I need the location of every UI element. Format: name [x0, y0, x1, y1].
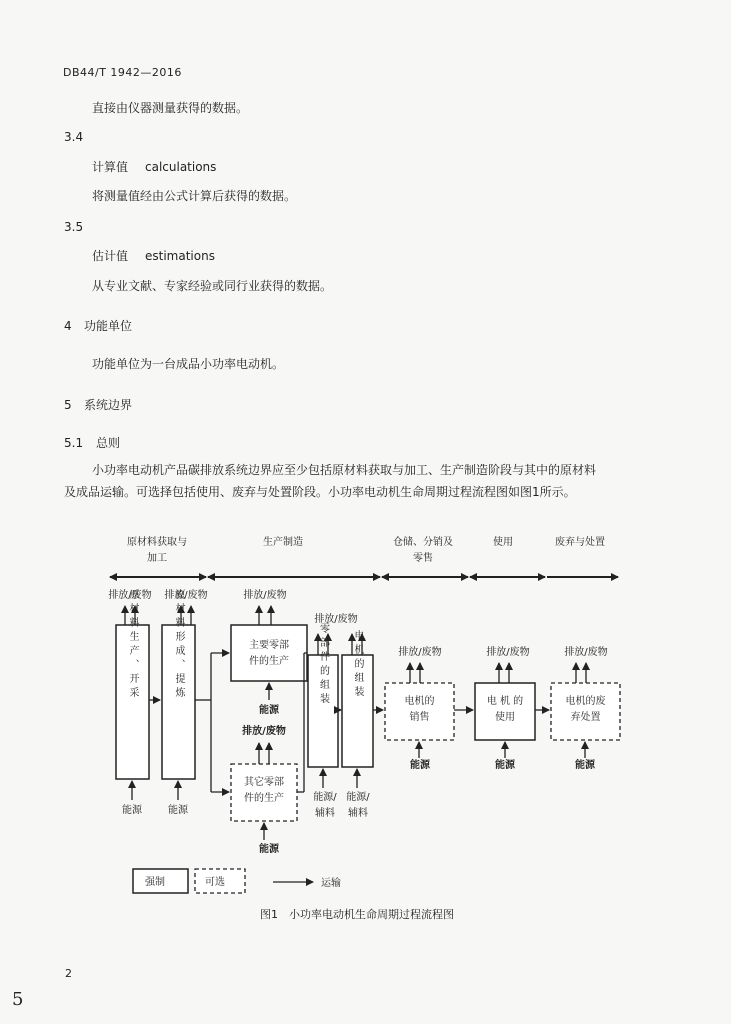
stage-storage-line2: 零售 — [413, 553, 433, 564]
box-disposal-line2: 弃处置 — [570, 712, 601, 723]
energy-aux-label-parts-line2: 辅料 — [315, 808, 335, 819]
box-use-line1: 电 机 的 — [486, 696, 524, 707]
box-sales-line2: 销售 — [409, 712, 430, 723]
energy-aux-label-parts-line1: 能源/ — [313, 792, 337, 803]
page-number: 2 — [65, 967, 72, 980]
corner-mark: 5 — [12, 989, 24, 1010]
box-disposal-line1: 电机的废 — [565, 696, 606, 707]
section-4-text: 功能单位为一台成品小功率电动机。 — [92, 357, 285, 371]
emission-label-use: 排放/废物 — [486, 647, 530, 658]
paragraph-direct: 直接由仪器测量获得的数据。 — [92, 101, 249, 115]
emission-label-forming: 排放/废物 — [164, 590, 208, 601]
definition-calculations: 将测量值经由公式计算后获得的数据。 — [92, 189, 297, 203]
box-main-parts — [231, 625, 307, 681]
emission-label-main-parts: 排放/废物 — [243, 590, 287, 601]
stage-storage-line1: 仓储、分销及 — [393, 537, 453, 548]
section-5-1-line-1: 小功率电动机产品碳排放系统边界应至少包括原材料获取与加工、生产制造阶段与其中的原材料 — [92, 463, 597, 477]
emission-label-other-parts: 排放/废物 — [242, 726, 286, 737]
term-estimations: 估计值 — [92, 249, 129, 263]
section-4-number: 4 — [64, 319, 72, 333]
emission-label-disposal: 排放/废物 — [564, 647, 608, 658]
section-3-5-number: 3.5 — [64, 220, 84, 234]
term-calculations: 计算值 — [92, 160, 129, 174]
energy-label-sales: 能源 — [410, 760, 430, 771]
emission-label-sales: 排放/废物 — [398, 647, 442, 658]
energy-label-disposal: 能源 — [575, 760, 595, 771]
term-calculations-en: calculations — [145, 160, 217, 174]
section-4-title: 功能单位 — [84, 319, 133, 333]
section-5-1-line-2: 及成品运输。可选择包括使用、废弃与处置阶段。小功率电动机生命周期过程流程图如图1所示。 — [64, 485, 576, 499]
stage-use: 使用 — [493, 537, 513, 548]
energy-label-mining: 能源 — [122, 805, 142, 816]
box-main-parts-line2: 件的生产 — [249, 656, 289, 667]
section-5-number: 5 — [64, 398, 72, 412]
legend-optional-label: 可选 — [205, 877, 225, 888]
section-3-4-number: 3.4 — [64, 130, 84, 144]
emission-label-mining: 排放/废物 — [108, 590, 152, 601]
figure-caption: 图1 小功率电动机生命周期过程流程图 — [260, 908, 454, 921]
box-raw-material-forming-label: 原材料形成、提炼 — [173, 589, 184, 701]
legend-mandatory-label: 强制 — [145, 877, 165, 888]
box-other-parts-line2: 件的生产 — [244, 793, 284, 804]
energy-label-main-parts: 能源 — [259, 705, 279, 716]
energy-label-other-parts: 能源 — [259, 844, 279, 855]
term-estimations-en: estimations — [145, 249, 215, 263]
stage-raw-material-line2: 加工 — [147, 553, 167, 564]
box-other-parts-line1: 其它零部 — [244, 777, 284, 788]
energy-aux-label-motor-line2: 辅料 — [348, 808, 368, 819]
section-5-1-number: 5.1 — [64, 436, 84, 450]
box-sales-line1: 电机的 — [404, 696, 435, 707]
definition-estimations: 从专业文献、专家经验或同行业获得的数据。 — [92, 279, 333, 293]
emission-label-assembly: 排放/废物 — [314, 614, 358, 625]
box-parts-assembly-label: 零部件的组装 — [317, 623, 329, 707]
box-use-line2: 使用 — [495, 712, 515, 723]
section-5-title: 系统边界 — [84, 398, 133, 412]
energy-label-forming: 能源 — [168, 805, 188, 816]
energy-label-use: 能源 — [495, 760, 515, 771]
standard-number: DB44/T 1942—2016 — [63, 66, 182, 79]
energy-aux-label-motor-line1: 能源/ — [346, 792, 370, 803]
box-motor-assembly-label: 电机的组装 — [352, 630, 363, 700]
box-main-parts-line1: 主要零部 — [249, 640, 289, 651]
stage-disposal: 废弃与处置 — [555, 537, 605, 548]
section-5-1-title: 总则 — [96, 436, 121, 450]
stage-raw-material-line1: 原材料获取与 — [127, 537, 187, 548]
box-raw-material-mining-label: 原材料生产、开采 — [127, 589, 138, 701]
legend-transport-label: 运输 — [321, 878, 341, 889]
stage-manufacture: 生产制造 — [263, 537, 303, 548]
